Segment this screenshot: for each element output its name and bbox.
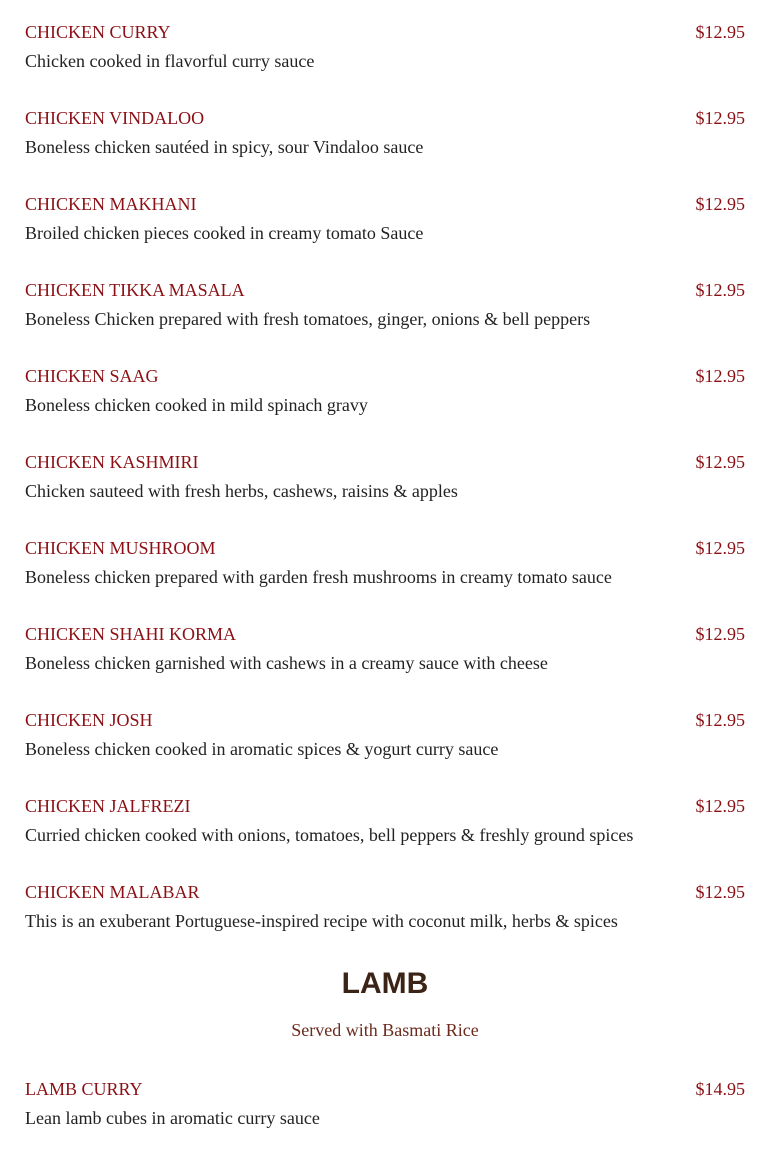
menu-item xyxy=(25,451,745,537)
menu-item-name: CHICKEN MAKHANI xyxy=(25,194,197,214)
menu-item-name: CHICKEN SAAG xyxy=(25,366,159,386)
menu-item xyxy=(25,537,745,623)
menu-item xyxy=(25,279,745,365)
menu-item-description: Curried chicken cooked with onions, tomatoes, bell peppers & freshly ground spices xyxy=(25,825,634,845)
menu-item-header xyxy=(25,193,745,215)
menu-list xyxy=(25,21,745,1164)
menu-item-header xyxy=(25,107,745,129)
menu-item-header xyxy=(25,279,745,301)
menu-item-description: Boneless Chicken prepared with fresh tomatoes, ginger, onions & bell peppers xyxy=(25,309,591,329)
section-title: LAMB xyxy=(341,967,429,1000)
menu-item-price: $12.95 xyxy=(695,796,745,816)
section-subtitle: Served with Basmati Rice xyxy=(291,1020,479,1040)
menu-item-description: Chicken sauteed with fresh herbs, cashews, raisins & apples xyxy=(25,481,458,501)
menu-item-header xyxy=(25,365,745,387)
menu-item xyxy=(25,881,745,967)
menu-item xyxy=(25,365,745,451)
menu-item-header xyxy=(25,537,745,559)
menu-item-name: LAMB CURRY xyxy=(25,1079,143,1099)
menu-item-header xyxy=(25,21,745,43)
menu-item-price: $12.95 xyxy=(695,710,745,730)
menu-item-price: $12.95 xyxy=(695,366,745,386)
menu-item-price: $12.95 xyxy=(695,22,745,42)
menu-item-header xyxy=(25,1078,745,1100)
menu-section xyxy=(25,964,745,1164)
menu-item xyxy=(25,709,745,795)
menu-item-description: Boneless chicken sautéed in spicy, sour Vindaloo sauce xyxy=(25,137,424,157)
menu-item-name: CHICKEN TIKKA MASALA xyxy=(25,280,245,300)
menu-item-name: CHICKEN CURRY xyxy=(25,22,171,42)
menu-item xyxy=(25,107,745,193)
menu-item-name: CHICKEN VINDALOO xyxy=(25,108,205,128)
menu-item-price: $12.95 xyxy=(695,452,745,472)
menu-item-price: $12.95 xyxy=(695,194,745,214)
menu-item-price: $12.95 xyxy=(695,624,745,644)
menu-item-description: Chicken cooked in flavorful curry sauce xyxy=(25,51,315,71)
menu-item-description: This is an exuberant Portuguese-inspired recipe with coconut milk, herbs & spices xyxy=(25,911,618,931)
menu-item-description: Boneless chicken prepared with garden fresh mushrooms in creamy tomato sauce xyxy=(25,567,612,587)
menu-item-price: $12.95 xyxy=(695,538,745,558)
menu-item-header xyxy=(25,451,745,473)
menu-item-description: Broiled chicken pieces cooked in creamy tomato Sauce xyxy=(25,223,424,243)
menu-item-price: $14.95 xyxy=(695,1079,745,1099)
menu-section xyxy=(25,21,745,967)
menu-item-price: $12.95 xyxy=(695,280,745,300)
menu-item-name: CHICKEN JALFREZI xyxy=(25,796,191,816)
menu-item xyxy=(25,623,745,709)
menu-item-header xyxy=(25,623,745,645)
menu-item-name: CHICKEN SHAHI KORMA xyxy=(25,624,237,644)
menu-item-description: Lean lamb cubes in aromatic curry sauce xyxy=(25,1108,320,1128)
menu-item-description: Boneless chicken cooked in mild spinach gravy xyxy=(25,395,368,415)
menu-item-description: Boneless chicken garnished with cashews in a creamy sauce with cheese xyxy=(25,653,548,673)
menu-item-description: Boneless chicken cooked in aromatic spices & yogurt curry sauce xyxy=(25,739,499,759)
menu-item-header xyxy=(25,881,745,903)
menu-item xyxy=(25,795,745,881)
menu-item xyxy=(25,1078,745,1164)
menu-item xyxy=(25,21,745,107)
menu-item-header xyxy=(25,709,745,731)
menu-item xyxy=(25,193,745,279)
menu-item-name: CHICKEN JOSH xyxy=(25,710,153,730)
section-header xyxy=(25,964,745,1078)
menu-item-name: CHICKEN MALABAR xyxy=(25,882,200,902)
menu-item-price: $12.95 xyxy=(695,108,745,128)
menu-item-name: CHICKEN KASHMIRI xyxy=(25,452,199,472)
menu-item-price: $12.95 xyxy=(695,882,745,902)
menu-item-header xyxy=(25,795,745,817)
menu-item-name: CHICKEN MUSHROOM xyxy=(25,538,216,558)
